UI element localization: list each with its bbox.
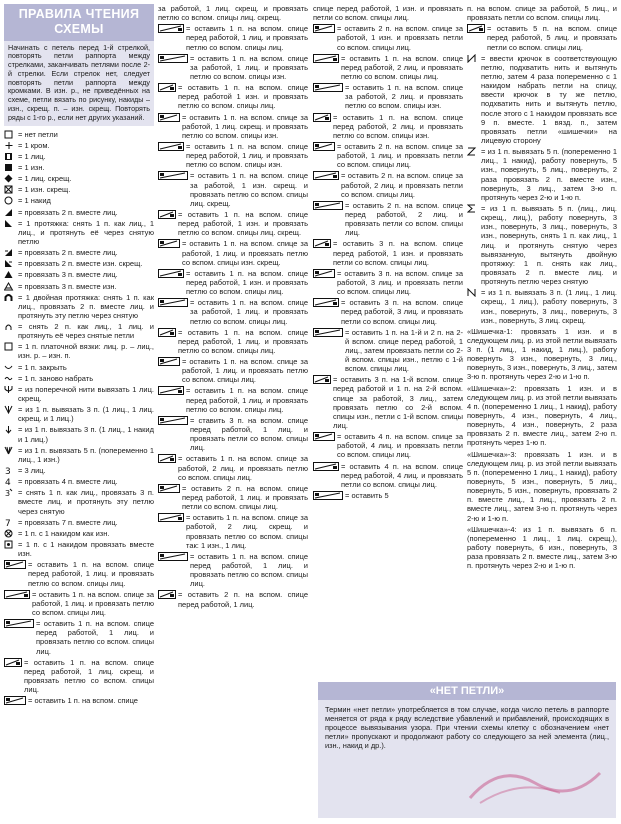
cross-18-icon [158, 386, 184, 395]
legend-entry [313, 24, 463, 51]
empty-square-icon [4, 342, 16, 351]
legend-entry [467, 4, 617, 22]
cross-33-icon [313, 269, 335, 278]
legend-text: = оставить 2 п. на вспом. спице перед работой, 2 лиц. и провязать петли со вспом. спицы лиц. [345, 200, 463, 238]
legend-text: = оставить 3 п. на вспом. спице за работой, 3 лиц. и провязать петли со вспом. спицы лиц. [337, 268, 463, 297]
legend-entry [4, 488, 154, 515]
arch-small-icon [4, 322, 16, 331]
legend-text: = 1 изн. скрещ. [18, 185, 71, 195]
legend-list-3 [313, 4, 463, 500]
box-text: Термин «нет петли» употребляется в том случае, когда число петель в раппорте меняется от ряда к ряду вследствие убавлений и прибавлений, происходящих в процессе вывязывания узора. При чтении схемы клетку с обозначением «нет петли» пропускают и продолжают работу со следующего за ней элемента (лиц., изн., накид и др.). [318, 700, 616, 818]
cross-12-icon [158, 210, 176, 219]
legend-text: = оставить 1 п. на вспом. спице перед работой, 1 лиц. и провязать петлю со вспом. спицы лиц. [36, 619, 154, 656]
legend-text: = оставить 5 [345, 491, 389, 501]
right-tri-bar-icon [4, 259, 16, 268]
legend-text: спице перед работой, 1 изн. и провязать петли со вспом. спицы лиц. [313, 4, 463, 23]
legend-text: = снять 1 п. как лиц., провязать 3 п. вместе лиц. и протянуть эту петлю через снятую [18, 488, 154, 516]
cross-34-icon [313, 298, 339, 307]
legend-text: = оставить 1 п. на вспом. спице за работой, 2 лиц. и провязать петлю со вспом. спицы лиц. [178, 454, 308, 482]
legend-entry [4, 282, 154, 291]
legend-text: «Шишечка»-4: из 1 п. вывязать 6 п. (попеременно 1 лиц., 1 лиц. скрещ.), работу повернуть, 6 изн., повернуть, 3 раза провязать 2 п. вместе лиц., затем 3-ю п. протянуть через 2-ю и 1-ю п. [467, 524, 617, 571]
legend-entry [467, 147, 617, 202]
legend-entry [4, 374, 154, 383]
cross-38-icon [313, 462, 339, 471]
crossed-circle-icon [4, 529, 16, 538]
legend-text: = оставить 1 п. на вспом. спице перед работой, 1 лиц. скрещ. и провязать петлю со вспом. спицы лиц. [24, 657, 154, 695]
legend-entry [467, 204, 617, 286]
legend-text: = 1 п. закрыть [18, 362, 67, 372]
legend-text: = из поперечной нити вывязать 1 лиц. скрещ. [18, 384, 154, 404]
num7-icon [4, 518, 16, 527]
legend-entry [313, 462, 463, 489]
cross-21-icon [158, 484, 180, 493]
legend-text: = ввести крючок в соответствующую петлю, подхватить нить и вытянуть петлю, затем 4 раза попеременно с 1 накидом набрать петли на спицу, ввести крючок в ту же петлю, подхватить нить и вытянуть петлю, после этого с 1 накидом провязать все 9 п. вместе. 1 вязд. п., затем провязать петли «шишечки» на лицевую сторону [481, 53, 617, 145]
legend-text: = оставить 1 п. на вспом. спице перед работой, 1 лиц. и провязать петлю со вспом. спицы лиц. [190, 551, 308, 589]
cross-22-icon [158, 513, 184, 522]
legend-text: = 1 п. платочной вязки: лиц. р. – лиц., изн. р. – изн. п. [18, 342, 154, 361]
legend-entry [4, 185, 154, 194]
legend-entry [4, 248, 154, 257]
legend-entry [158, 298, 308, 325]
legend-text: = оставить 1 п. на 1-й и 2 п. на 2-й вспом. спице перед работой, 1 лиц., затем провязать петли со 2-й вспом. спицы изн., петлю с 1-й вспом. спицы лиц. [345, 327, 463, 374]
legend-entry [158, 328, 308, 355]
legend-entry [4, 658, 154, 695]
cross-26-icon [313, 54, 339, 63]
legend-text: = оставить 2 п. на вспом. спице перед работой, 1 лиц. [178, 590, 308, 609]
legend-entry [158, 454, 308, 481]
legend-text: п. на вспом. спице за работой, 5 лиц., и провязать петли со вспом. спицы лиц. [467, 4, 617, 23]
legend-text: = оставить 2 п. на вспом. спице за работой, 1 лиц. и провязать петли со вспом. спицы лиц. [337, 141, 463, 170]
legend-entry [4, 363, 154, 372]
cross-25-icon [313, 24, 335, 33]
cross-4-icon [4, 658, 22, 667]
cross-32-icon [313, 239, 331, 248]
svg-text:7: 7 [5, 518, 11, 527]
legend-list-1 [4, 130, 154, 706]
triangle-icon [4, 270, 16, 279]
horizontal-bar-icon [4, 163, 16, 172]
n-icon [467, 288, 479, 297]
cross-9-icon [158, 113, 180, 122]
cross-13-icon [158, 239, 180, 248]
cross-17-icon [158, 357, 180, 366]
legend-entry [158, 4, 308, 22]
legend-entry [4, 174, 154, 183]
sigma-icon [467, 204, 479, 213]
legend-text: = из 1 п. вывязать 3 п. (1 лиц., 1 накид и 1 лиц.) [18, 425, 154, 444]
legend-entry [4, 560, 154, 587]
cross-2-icon [4, 590, 30, 599]
legend-text: = оставить 1 п. на вспом. спице перед работой, 1 изн. и провязать петлю со вспом. спицы лиц. скрещ. [178, 209, 308, 238]
legend-text: = 1 п. заново набрать [18, 373, 94, 383]
legend-entry [467, 24, 617, 51]
legend-text: = из 1 п. вывязать 3 п. (1 лиц., 1 лиц. скрещ., 1 лиц.), работу повернуть, 3 изн., повернуть, 3 лиц., повернуть, 3 изн., повернуть, 3 лиц. скрещ. [481, 288, 617, 325]
legend-entry [467, 384, 617, 448]
legend-entry [313, 113, 463, 140]
legend-entry [158, 552, 308, 589]
legend-entry [4, 322, 154, 340]
legend-entry [158, 513, 308, 550]
legend-entry [158, 24, 308, 51]
legend-text: = 1 изн. [18, 162, 45, 172]
legend-text: = оставить 1 п. на вспом. спице за работой, 1 лиц. и провязать петлю со вспом. спицы лиц. [190, 298, 308, 326]
tilde-icon [4, 374, 16, 383]
legend-text: = 3 лиц. [18, 466, 46, 476]
legend-text: = 1 лиц. скрещ. [18, 174, 72, 184]
legend-entry [313, 491, 463, 500]
box-title: «НЕТ ПЕТЛИ» [318, 682, 616, 701]
legend-entry [313, 83, 463, 110]
num3-sup-icon [4, 488, 16, 497]
legend-text: = провязать 2 п. вместе изн. скрещ. [18, 259, 143, 269]
cross-16-icon [158, 328, 176, 337]
cross-5-icon [4, 696, 26, 705]
legend-text: = оставить 1 п. на вспом. спице перед работой, 1 лиц. и провязать петлю со вспом. спицы лиц. [178, 327, 308, 355]
legend-entry [4, 540, 154, 558]
legend-entry [158, 83, 308, 110]
legend-entry [4, 196, 154, 205]
legend-text: = оставить 4 п. на вспом. спице за работой, 4 лиц. и провязать петли со вспом. спицы лиц. [337, 432, 463, 460]
legend-entry [4, 446, 154, 464]
diamond-icon [4, 174, 16, 183]
legend-entry [158, 171, 308, 208]
legend-entry [4, 385, 154, 403]
legend-entry [313, 54, 463, 81]
legend-entry [313, 201, 463, 238]
intro-text: Начинать с петель перед 1-й стрелкой, повторять петли раппорта между стрелками, заканчивать петлями после 2-й стрелки. Если стрелок нет, следует повторять петли раппорта между кромками. В изн. р., не приведённых на схеме, петли вязать по рисунку, накиды – изн., скрещ. п. – изн. скрещ. Повторять ряды с 1-го р., если нет других указаний. [4, 41, 154, 126]
legend-entry [158, 269, 308, 296]
legend-entry [4, 696, 154, 705]
legend-text: = 1 лиц. [18, 151, 46, 161]
cross-39-icon [313, 491, 343, 500]
legend-entry [4, 466, 154, 475]
legend-text: = оставить 1 п. на вспом. спице за работой, 1 лиц. скрещ. и провязать петлю со вспом. спицы изн. [182, 112, 308, 140]
legend-text: = 1 п. с 1 накидом как изн. [18, 528, 110, 538]
legend-text: = оставить 2 п. на вспом. спице за работой, 1 изн. и провязать петли со вспом. спицы лиц. [337, 24, 463, 52]
legend-entry [313, 269, 463, 296]
legend-text: = 1 протяжка: снять 1 п. как лиц., 1 лиц., и протянуть её через снятую петлю [18, 218, 154, 246]
crossed-square-icon [4, 185, 16, 194]
cup-icon [4, 363, 16, 372]
legend-entry [158, 484, 308, 511]
fan-icon [4, 446, 16, 455]
circle-icon [4, 196, 16, 205]
legend-text: = оставить 4 п. на вспом. спице перед работой, 4 лиц. и провязать петли со вспом. спицы лиц. [341, 461, 463, 489]
legend-text: = из 1 п. вывязать 3 п. (1 лиц., 1 лиц. скрещ. и 1 лиц.) [18, 405, 154, 424]
legend-entry [467, 54, 617, 145]
cross-11-icon [158, 171, 188, 180]
legend-text: = снять 2 п. как лиц., 1 лиц. и протянуть её через снятые петли [18, 322, 154, 341]
legend-entry [4, 208, 154, 217]
legend-text: = оставить 1 п. на вспом. спице перед работой, 1 лиц. и провязать петлю со вспом. спицы лиц. [186, 24, 308, 52]
plus-icon [4, 141, 16, 150]
legend-text: = оставить 2 п. на вспом. спице перед работой, 1 лиц. и провязать петли со вспом. спицы лиц. [182, 483, 308, 512]
legend-entry [158, 416, 308, 453]
cross-23-icon [158, 552, 188, 561]
cross-19-icon [158, 416, 188, 425]
legend-entry [4, 270, 154, 279]
legend-text: = оставить 1 п. на вспом. спице перед работой, 2 лиц. и провязать петлю со вспом. спицы изн. [333, 112, 463, 140]
legend-entry [4, 405, 154, 423]
legend-entry [4, 518, 154, 527]
legend-entry [4, 477, 154, 486]
legend-text: = оставить 1 п. на вспом. спице за работой, 1 лиц. и провязать петлю со вспом. спицы лиц. [32, 589, 154, 617]
legend-entry [158, 113, 308, 140]
legend-text: = из 1 п. вывязать 5 п. (попеременно 1 лиц., 1 изн.) [18, 445, 154, 464]
legend-entry [467, 525, 617, 571]
legend-text: = провязать 7 п. вместе лиц. [18, 517, 118, 527]
legend-list-2 [158, 4, 308, 609]
legend-entry [4, 342, 154, 360]
page-title: ПРАВИЛА ЧТЕНИЯ СХЕМЫ [4, 4, 154, 41]
legend-entry [158, 386, 308, 413]
v-icon [4, 405, 16, 414]
legend-text: = из 1 п. вывязать 5 п. (попеременно 1 лиц., 1 накид), работу повернуть, 5 изн., повернуть, 5 лиц., повернуть, 2 раза провязать 2 п. вместе изн., повернуть, 3 лиц., затем 3-ю п. протянуть через 2-ю и 1-ю п. [481, 147, 617, 202]
num4-icon [4, 477, 16, 486]
legend-text: = оставить 1 п. на вспом. спице перед работой, 1 лиц. и провязать петлю со вспом. спицы лиц. [186, 386, 308, 414]
cross-24-icon [158, 590, 176, 599]
left-tri-bar-icon [4, 248, 16, 257]
legend-entry [467, 327, 617, 382]
legend-text: = 1 кром. [18, 140, 50, 150]
left-tri-icon [4, 208, 16, 217]
legend-text: = 1 накид [18, 196, 51, 206]
trident-icon [4, 385, 16, 394]
cross-30-icon [313, 171, 339, 180]
legend-entry [4, 219, 154, 246]
legend-entry [313, 239, 463, 266]
right-tri-icon [4, 219, 16, 228]
legend-entry [4, 259, 154, 268]
legend-entry [313, 328, 463, 374]
legend-text: = оставить 1 п. на вспом. спице перед работой, 1 лиц. и провязать петлю со вспом. спицы изн. [186, 141, 308, 170]
legend-text: = оставить 1 п. на вспом. спице за работой, 1 лиц. и провязать петлю со вспом. спицы лиц. [182, 357, 308, 385]
legend-entry [467, 288, 617, 325]
legend-entry [4, 529, 154, 538]
legend-entry [4, 141, 154, 150]
cross-35-icon [313, 328, 343, 337]
cross-1-icon [4, 560, 26, 569]
cross-8-icon [158, 83, 176, 92]
legend-text: = оставить 3 п. на 1-й вспом. спице перед работой и 1 п. на 2-й вспом. спице за работой, 3 лиц., затем провязать петлю со 2-й вспом. спицы изн., петли с 1-й вспом. спицы лиц. [333, 375, 463, 431]
legend-entry [158, 357, 308, 384]
legend-entry [158, 210, 308, 237]
legend-text: за работой, 1 лиц. скрещ. и провязать петлю со вспом. спицы лиц. скрещ. [158, 4, 308, 23]
legend-text: = ставить 3 п. на вспом. спице перед работой, 1 лиц. и провязать петли со вспом. спицы лиц. [190, 415, 308, 453]
legend-text: = 1 двойная протяжка: снять 1 п. как лиц., провязать 2 п. вместе лиц. и протянуть эту петлю через снятую [18, 292, 154, 320]
cross-14-icon [158, 269, 184, 278]
vertical-bar-icon [4, 152, 16, 161]
svg-text:3: 3 [5, 467, 11, 476]
legend-entry [313, 375, 463, 430]
z-icon [467, 147, 479, 156]
legend-text: = оставить 1 п. на вспом. спице перед работой, 2 лиц. и провязать петлю со вспом. спицы лиц. [341, 53, 463, 81]
svg-text:4: 4 [5, 478, 11, 487]
legend-text: «Шишечка»-2: провязать 1 изн. и в следующем лиц. р. из этой петли вывязать 4 п. (попеременно 1 лиц., 1 накид), работу повернуть, 4 изн., повернуть, 4 лиц., повернуть, 4 изн., повернуть, 2 раза провязать 2 п. вместе лиц., затем 2-ю п. протянуть через 1-ю п. [467, 383, 617, 448]
cross-27-icon [313, 83, 343, 92]
legend-text: = провязать 3 п. вместе изн. [18, 281, 117, 291]
empty-square-icon [4, 130, 16, 139]
legend-text: = оставить 1 п. на вспом. спице за работой, 2 лиц. скрещ. и провязать петлю со вспом. спицы так: 1 изн., 1 лиц. [186, 513, 308, 550]
legend-list-4 [467, 4, 617, 570]
num3-icon [4, 466, 16, 475]
legend-text: = оставить 2 п. на вспом. спице за работой, 2 лиц. и провязать петли со вспом. спицы лиц. [341, 171, 463, 199]
legend-text: = оставить 1 п. на вспом. спице за работой, 1 изн. скрещ. и провязать петлю со вспом. спицы лиц. скрещ. [190, 171, 308, 208]
legend-entry [158, 142, 308, 169]
cyr-i-icon [467, 54, 479, 63]
legend-text: = провязать 3 п. вместе лиц. [18, 270, 118, 280]
legend-text: = из 1 п. вывязать 5 п. (лиц., лиц. скрещ., лиц.), работу повернуть, 3 изн., повернуть, 3 лиц., повернуть, 3 изн., повернуть, снять 1 п. как лиц., 1 лиц. и протянуть снятую через вывязанную, вытянуть двойную протяжку: 1 п. снять как лиц., провязать 2 п. вместе лиц. и протянуть петлю через снятую [481, 203, 617, 287]
legend-entry [4, 152, 154, 161]
legend-entry [313, 142, 463, 169]
legend-text: = оставить 1 п. на вспом. спице перед работой, 1 изн. и провязать петлю со вспом. спицы лиц. [186, 268, 308, 297]
cross-7-icon [158, 54, 188, 63]
column-2 [158, 4, 308, 611]
legend-text: = оставить 1 п. на вспом. спице за работой, 1 лиц. и провязать петлю со вспом. спицы изн. [190, 53, 308, 81]
legend-text: = оставить 1 п. на вспом. спице [28, 696, 138, 706]
down-arrow-icon [4, 425, 16, 434]
legend-entry [4, 619, 154, 656]
cross-20-icon [158, 454, 176, 463]
legend-text: = оставить 3 п. на вспом. спице перед работой, 1 изн. и провязать петли со вспом. спицы лиц. [333, 239, 463, 267]
legend-entry [313, 432, 463, 459]
legend-entry [4, 293, 154, 320]
legend-text: = нет петли [18, 129, 58, 139]
svg-text:3: 3 [5, 489, 11, 498]
legend-text: = 1 п. с 1 накидом провязать вместе изн. [18, 540, 154, 559]
legend-text: = провязать 2 п. вместе лиц. [18, 207, 118, 217]
legend-text: = провязать 4 п. вместе лиц. [18, 477, 118, 487]
triangle-bar-icon [4, 282, 16, 291]
legend-entry [313, 4, 463, 22]
cross-29-icon [313, 142, 335, 151]
cross-15-icon [158, 298, 188, 307]
legend-entry [158, 239, 308, 266]
legend-entry [4, 425, 154, 443]
arch-icon [4, 293, 16, 302]
legend-entry [4, 130, 154, 139]
legend-entry [158, 54, 308, 81]
column-1 [4, 4, 154, 707]
legend-text: «Шишечка»-3: провязать 1 изн. и в следующем лиц. р. из этой петли вывязать 5 п. (попеременно 1 лиц., 1 накид), работу повернуть, 5 изн., повернуть, 5 лиц., повернуть, 5 изн., повернуть, провязать 2 п. вместе лиц., 1 лиц., провязать 2 п. вместе лиц., затем 3-ю п. протянуть через 2-ю и 1-ю п. [467, 449, 617, 523]
cross-40-icon [467, 24, 485, 33]
cross-10-icon [158, 142, 184, 151]
cross-28-icon [313, 113, 331, 122]
legend-entry [4, 590, 154, 617]
column-4 [467, 4, 617, 572]
legend-entry [158, 590, 308, 608]
cross-37-icon [313, 432, 335, 441]
dot-box-icon [4, 540, 16, 549]
cross-6-icon [158, 24, 184, 33]
legend-entry [4, 163, 154, 172]
column-3 [313, 4, 463, 502]
watermark-icon [460, 758, 610, 808]
legend-entry [467, 450, 617, 523]
cross-3-icon [4, 619, 34, 628]
legend-text: = оставить 1 п. на вспом. спице перед работой 1 изн. и провязать петлю со вспом. спицы лиц. [178, 83, 308, 111]
cross-31-icon [313, 201, 343, 210]
legend-text: = оставить 1 п. на вспом. спице за работой, 2 лиц. и провязать петлю со вспом. спицы изн. [345, 83, 463, 111]
legend-text: = оставить 1 п. на вспом. спице перед работой, 1 лиц. и провязать петлю со вспом. спицы лиц. [28, 560, 154, 588]
legend-text: «Шишечка-1: провязать 1 изн. и в следующем лиц. р. из этой петли вывязать 3 п. (1 лиц., 1 накид, 1 лиц.), работу повернуть 3 изн., повернуть, 3 лиц., повернуть, 3 изн., повернуть, 3 лиц., затем 3-ю п. протянуть через 2-ю и 1-ю п. [467, 326, 617, 382]
cross-36-icon [313, 375, 331, 384]
legend-text: = оставить 1 п. на вспом. спице за работой, 1 лиц. и провязать петлю со вспом. спицы изн. скрещ. [182, 239, 308, 267]
legend-text: = оставить 3 п. на вспом. спице перед работой, 3 лиц. и провязать петли со вспом. спицы лиц. [341, 298, 463, 326]
legend-entry [313, 171, 463, 198]
legend-entry [313, 298, 463, 325]
legend-text: = провязать 2 п. вместе лиц. [18, 248, 118, 258]
legend-text: = оставить 5 п. на вспом. спице перед работой, 5 лиц. и провязать петли со вспом. спицы лиц. [487, 24, 617, 52]
